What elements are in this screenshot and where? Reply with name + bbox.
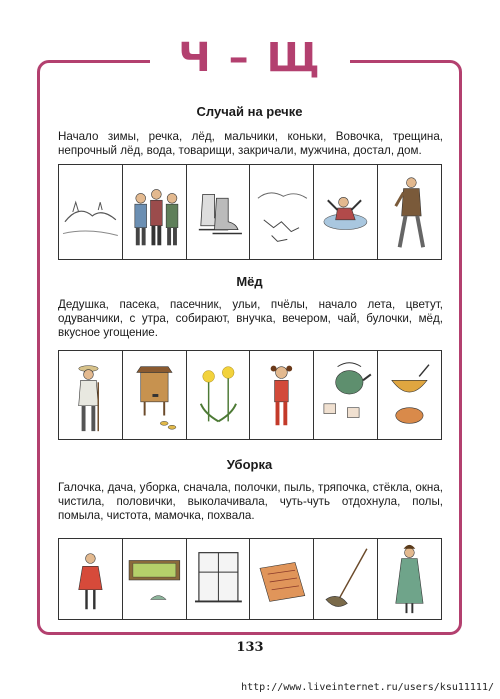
boy-in-water-picture [314, 165, 378, 259]
section-title: Случай на речке [196, 104, 303, 119]
girl-icon [250, 351, 313, 439]
picture-strip [58, 538, 442, 620]
section-title: Мёд [236, 274, 263, 289]
girl-galochka-picture [59, 539, 123, 619]
skates-icon [187, 165, 250, 259]
boys-icon [123, 165, 186, 259]
boy-in-water-icon [314, 165, 377, 259]
grandfather-picture [59, 351, 123, 439]
skates-picture [187, 165, 251, 259]
section-text: Галочка, дача, уборка, сначала, полочки, пыль, тряпочка, стёкла, окна, чистила, половички, выколачивала, чуть-чуть отдохнула, полы, помыла, чистота, мамочка, похвала. [58, 481, 443, 522]
girl-picture [250, 351, 314, 439]
rug-icon [250, 539, 313, 619]
man-picture [378, 165, 441, 259]
ice-hole-icon [250, 165, 313, 259]
section-text: Начало зимы, речка, лёд, мальчики, коньки, Вовочка, трещина, непрочный лёд, вода, товарищи, закричали, мужчина, достал, дом. [58, 130, 443, 157]
shelf-icon [123, 539, 186, 619]
snowy-bank-picture [59, 165, 123, 259]
window-icon [187, 539, 250, 619]
mother-picture [378, 539, 441, 619]
boys-picture [123, 165, 187, 259]
girl-icon [59, 539, 122, 619]
honey-bowl-icon [378, 351, 441, 439]
mop-icon [314, 539, 377, 619]
page-number: 133 [236, 640, 264, 655]
beehive-icon [123, 351, 186, 439]
footer-url[interactable]: http://www.liveinternet.ru/users/ksu11111/ [241, 682, 494, 693]
shelf-rag-picture [123, 539, 187, 619]
picture-strip [58, 350, 442, 440]
snowy-bank-icon [59, 165, 122, 259]
dandelion-icon [187, 351, 250, 439]
grandfather-icon [59, 351, 122, 439]
section-title: Уборка [226, 457, 273, 472]
teapot-cups-picture [314, 351, 378, 439]
window-picture [187, 539, 251, 619]
ice-hole-picture [250, 165, 314, 259]
picture-strip [58, 164, 442, 260]
woman-icon [378, 539, 441, 619]
section-text: Дедушка, пасека, пасечник, ульи, пчёлы, начало лета, цветут, одуванчики, с утра, собирают, внучка, вечером, чай, булочки, мёд, вкусное угощение. [58, 298, 443, 339]
honey-bowl-picture [378, 351, 441, 439]
beehive-picture [123, 351, 187, 439]
dandelions-picture [187, 351, 251, 439]
rug-picture [250, 539, 314, 619]
page-title: Ч – Щ [150, 34, 350, 82]
man-icon [378, 165, 441, 259]
mop-picture [314, 539, 378, 619]
teapot-icon [314, 351, 377, 439]
